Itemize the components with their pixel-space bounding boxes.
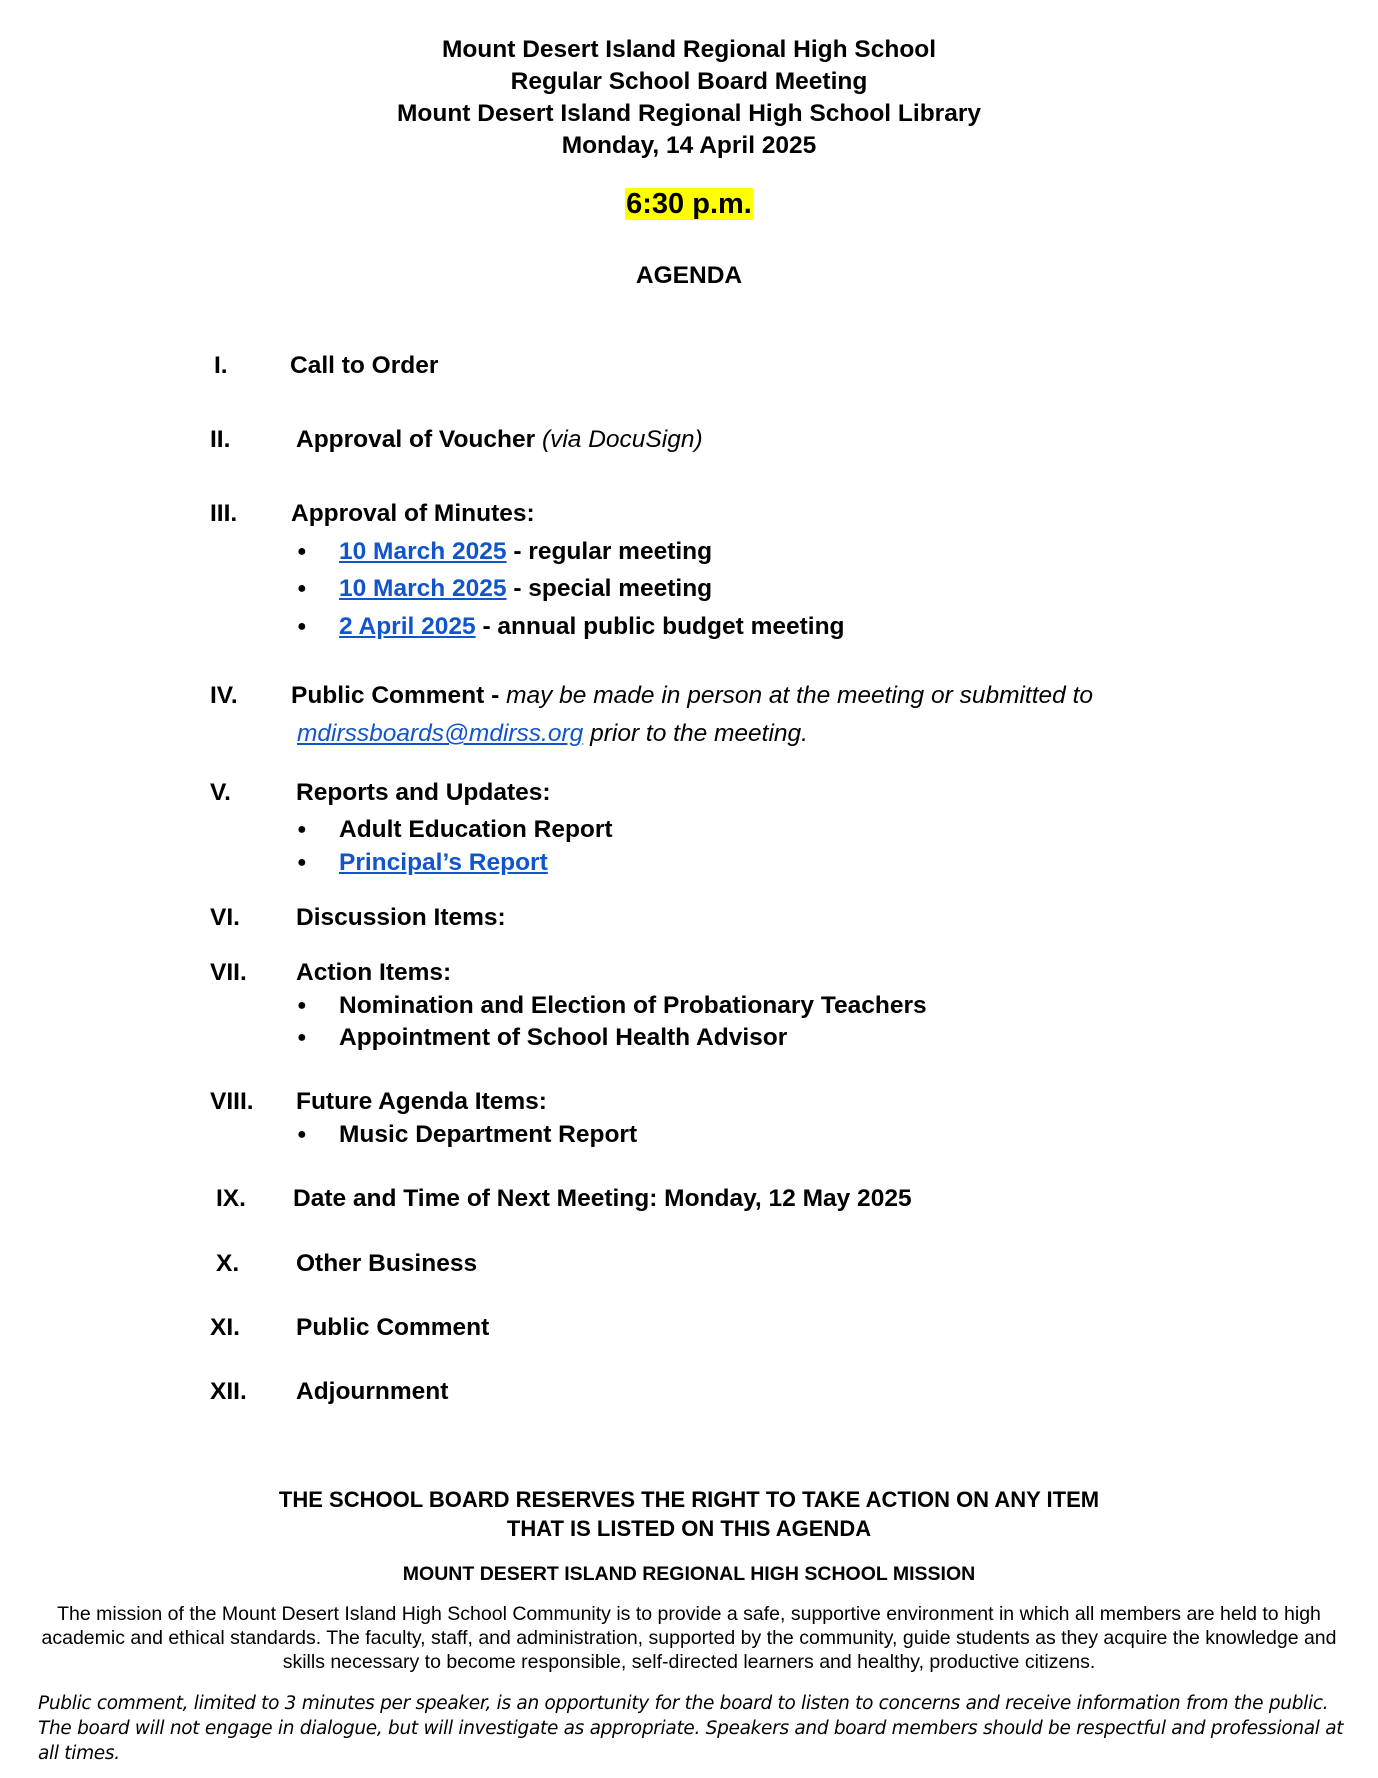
item-numeral: V. — [210, 779, 231, 806]
agenda-item-next-meeting: Date and Time of Next Meeting: Monday, 12 May 2025 — [293, 1185, 912, 1212]
minutes-link-10-march-regular[interactable]: 10 March 2025 — [339, 538, 507, 565]
bullet-icon: ● — [297, 821, 307, 838]
agenda-item-action-items: Action Items: — [296, 959, 452, 986]
item-numeral: I. — [214, 352, 228, 379]
action-item-health-advisor: Appointment of School Health Advisor — [339, 1024, 788, 1051]
agenda-title: AGENDA — [635, 262, 743, 289]
minutes-desc: - annual public budget meeting — [475, 613, 845, 640]
bullet-icon: ● — [297, 1126, 307, 1143]
item-numeral: II. — [210, 426, 231, 453]
report-item — [339, 848, 548, 878]
agenda-item-call-to-order: Call to Order — [290, 352, 439, 379]
agenda-item-public-comment — [291, 681, 1093, 711]
agenda-item-approval-of-minutes: Approval of Minutes: — [291, 500, 535, 527]
minutes-desc: - regular meeting — [506, 538, 713, 565]
item-numeral: IX. — [216, 1185, 246, 1212]
meeting-location: Mount Desert Island Regional High School Library — [397, 100, 981, 127]
item-numeral: III. — [210, 500, 238, 527]
board-email-link[interactable]: mdirssboards@mdirss.org — [297, 720, 584, 747]
future-item-music-department: Music Department Report — [339, 1121, 638, 1148]
public-comment-email-line — [297, 719, 808, 749]
reserve-notice-line2: THAT IS LISTED ON THIS AGENDA — [506, 1516, 872, 1541]
meeting-type: Regular School Board Meeting — [510, 68, 868, 95]
agenda-item-future-agenda-items: Future Agenda Items: — [296, 1088, 547, 1115]
meeting-date: Monday, 14 April 2025 — [561, 132, 817, 159]
minutes-item — [339, 612, 845, 642]
bullet-icon: ● — [297, 1029, 307, 1046]
minutes-link-10-march-special[interactable]: 10 March 2025 — [339, 575, 507, 602]
bullet-icon: ● — [297, 543, 307, 560]
report-item-adult-education: Adult Education Report — [339, 816, 613, 843]
minutes-item — [339, 574, 712, 604]
agenda-item-public-comment-2: Public Comment — [296, 1314, 490, 1341]
item-note: prior to the meeting. — [590, 720, 808, 747]
item-label: Public Comment - — [291, 682, 500, 709]
reserve-notice-line1: THE SCHOOL BOARD RESERVES THE RIGHT TO TAKE ACTION ON ANY ITEM — [278, 1487, 1100, 1512]
mission-title: MOUNT DESERT ISLAND REGIONAL HIGH SCHOOL MISSION — [402, 1563, 976, 1585]
agenda-item-discussion-items: Discussion Items: — [296, 904, 506, 931]
item-note: may be made in person at the meeting or submitted to — [506, 682, 1094, 709]
agenda-item-approval-of-voucher — [296, 425, 703, 455]
minutes-desc: - special meeting — [506, 575, 713, 602]
item-numeral: XII. — [210, 1378, 247, 1405]
meeting-time: 6:30 p.m. — [626, 188, 752, 220]
meeting-time-row — [0, 186, 1378, 222]
bullet-icon: ● — [297, 997, 307, 1014]
bullet-icon: ● — [297, 580, 307, 597]
item-numeral: VII. — [210, 959, 247, 986]
agenda-item-adjournment: Adjournment — [296, 1378, 449, 1405]
agenda-item-reports-and-updates: Reports and Updates: — [296, 779, 551, 806]
item-numeral: VI. — [210, 904, 240, 931]
item-numeral: IV. — [210, 682, 238, 709]
bullet-icon: ● — [297, 618, 307, 635]
action-item-nomination: Nomination and Election of Probationary Teachers — [339, 992, 927, 1019]
item-numeral: X. — [216, 1250, 240, 1277]
item-label: Approval of Voucher — [296, 426, 536, 453]
school-name: Mount Desert Island Regional High School — [441, 36, 937, 63]
bullet-icon: ● — [297, 854, 307, 871]
principals-report-link[interactable]: Principal’s Report — [339, 849, 548, 876]
agenda-item-other-business: Other Business — [296, 1250, 478, 1277]
public-comment-note: Public comment, limited to 3 minutes per speaker, is an opportunity for the board to listen to concerns and receive information from the public. The board will not engage in dialogue, but will investigate as appropriate. Speakers and board members should be respectful and professional at all times. — [38, 1693, 1344, 1764]
mission-statement: The mission of the Mount Desert Island High School Community is to provide a safe, supportive environment in which all members are held to high academic and ethical standards. The faculty, staff, and administration, supported by the community, guide students as they acquire the knowledge and skills necessary to become responsible, self-directed learners and healthy, productive citizens. — [41, 1603, 1337, 1673]
item-note: (via DocuSign) — [541, 426, 703, 453]
item-numeral: XI. — [210, 1314, 240, 1341]
item-numeral: VIII. — [210, 1088, 254, 1115]
minutes-item — [339, 537, 712, 567]
minutes-link-2-april-budget[interactable]: 2 April 2025 — [339, 613, 476, 640]
